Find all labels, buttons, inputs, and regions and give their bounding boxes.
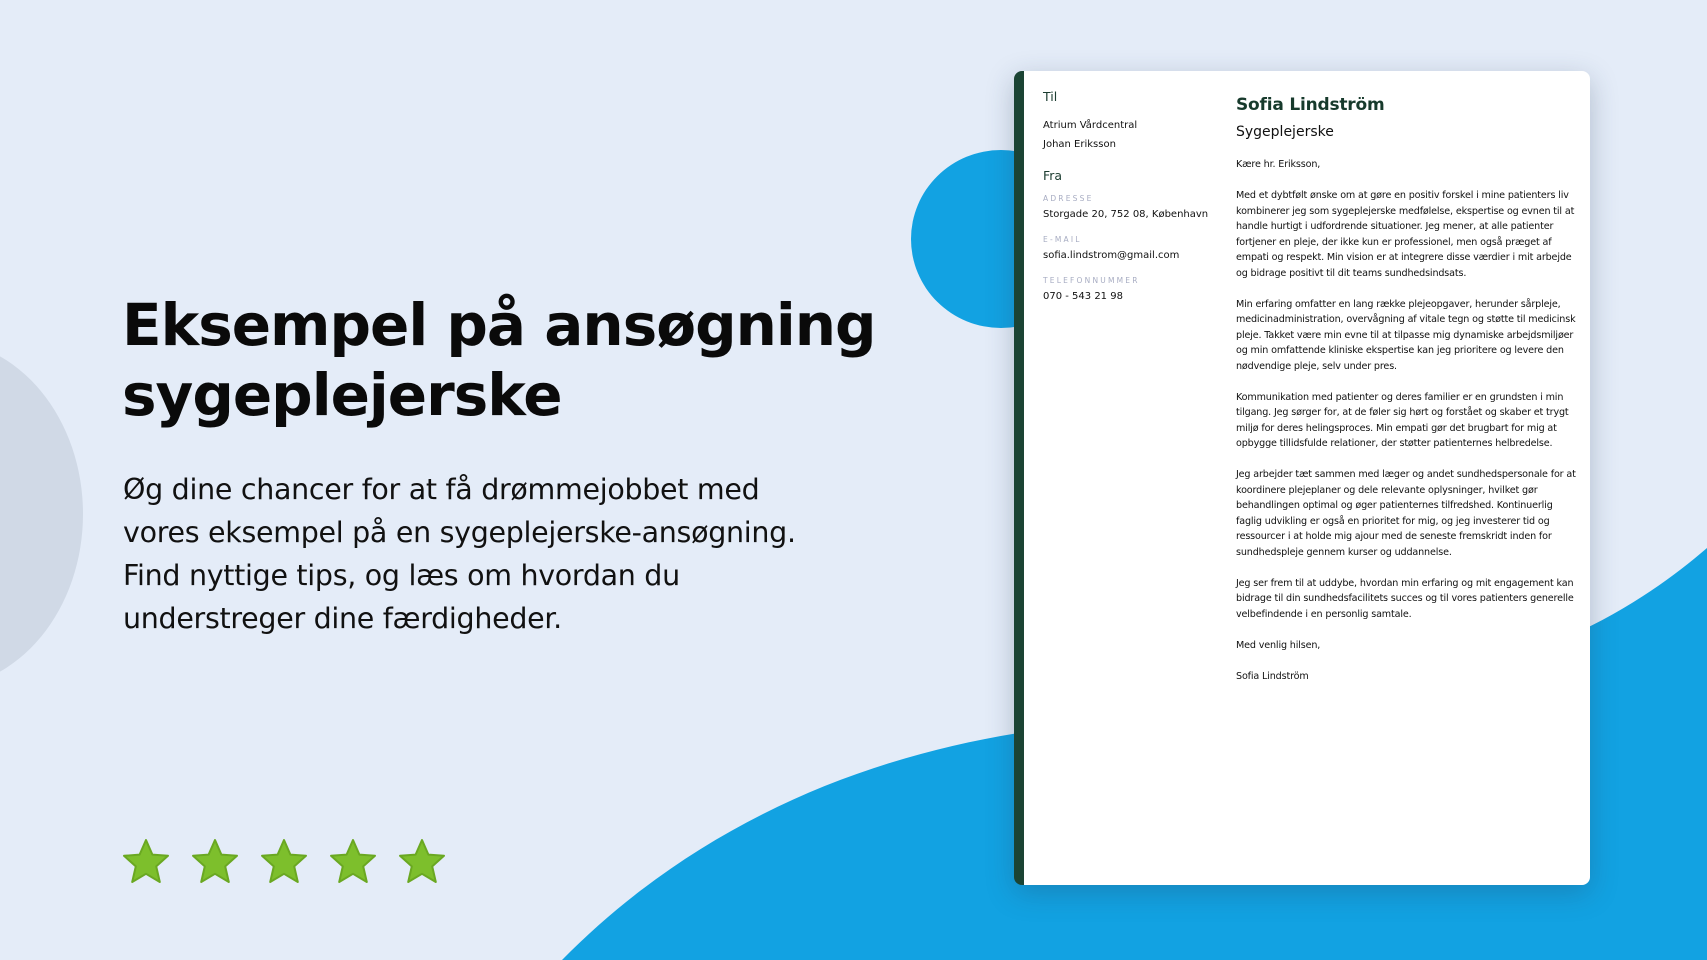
- letter-paragraph: Min erfaring omfatter en lang række plejeopgaver, herunder sårpleje, medicinadministration, overvågning af vitale tegn og støtte til medicinsk pleje. Takket være min evne til at tilpasse mig dynamiske arbejdsmiljøer og min omfattende kliniske ekspertise kan jeg prioritere og levere den nødvendige pleje, selv under pres.: [1236, 298, 1576, 372]
- contact-sidebar: [1043, 89, 1223, 306]
- salutation: Kære hr. Eriksson,: [1236, 159, 1321, 170]
- star-rating: [120, 836, 448, 888]
- address-label: ADRESSE: [1043, 194, 1094, 203]
- letter-body: [1236, 93, 1576, 700]
- star-icon: [120, 836, 172, 888]
- star-icon: [396, 836, 448, 888]
- signature: Sofia Lindström: [1236, 670, 1309, 682]
- letter-paragraph: Med et dybtfølt ønske om at gøre en positiv forskel i mine patienters liv kombinerer jeg som sygeplejerske medfølelse, ekspertise og evnen til at handle hurtigt i udfordrende situationer. Jeg mener, at alle patienter fortjener en pleje, der ikke kun er professionel, men også præget af empati og respekt. Min vision er at integrere disse værdier i mit arbejde og bidrage positivt til dit teams sundhedsindsats.: [1236, 190, 1575, 279]
- intro-line: Find nyttige tips, og læs om hvordan du: [123, 559, 680, 592]
- sender-name: Sofia Lindström: [1236, 95, 1385, 115]
- email-value: sofia.lindstrom@gmail.com: [1043, 250, 1180, 261]
- to-heading: Til: [1043, 89, 1058, 104]
- recipient-name: Johan Eriksson: [1043, 139, 1116, 150]
- intro-line: Øg dine chancer for at få drømmejobbet med: [123, 473, 760, 506]
- recipient-organization: Atrium Vårdcentral: [1043, 120, 1138, 131]
- cover-letter-preview: [1014, 71, 1590, 885]
- star-icon: [258, 836, 310, 888]
- intro-line: vores eksempel på en sygeplejerske-ansøgning.: [123, 516, 796, 549]
- intro-text: [123, 468, 843, 640]
- closing: Med venlig hilsen,: [1236, 639, 1321, 651]
- address-value: Storgade 20, 752 08, København: [1043, 209, 1209, 220]
- phone-value: 070 - 543 21 98: [1043, 291, 1123, 302]
- star-icon: [327, 836, 379, 888]
- page-title: [122, 290, 902, 430]
- letter-text: [1236, 157, 1576, 684]
- title-line-2: sygeplejerske: [122, 361, 562, 429]
- intro-line: understreger dine færdigheder.: [123, 602, 562, 635]
- letter-paragraph: Jeg arbejder tæt sammen med læger og andet sundhedspersonale for at koordinere plejeplaner og dele relevante oplysninger, hvilket gør behandlingen optimal og øger patienternes tilfredshed. Kontinuerlig faglig udvikling er også en prioritet for mig, og jeg investerer tid og ressourcer i at holde mig ajour med de seneste fremskridt inden for sundhedspleje gennem kurser og uddannelse.: [1236, 469, 1576, 558]
- letter-paragraph: Jeg ser frem til at uddybe, hvordan min erfaring og mit engagement kan bidrage til din sundhedsfacilitets succes og til vores patienters generelle velbefindende i en personlig samtale.: [1236, 577, 1574, 620]
- letter-paragraph: Kommunikation med patienter og deres familier er en grundsten i min tilgang. Jeg sørger for, at de føler sig hørt og forstået og skaber et trygt miljø for deres helingsproces. Min empati gør det brugbart for mig at opbygge tillidsfulde relationer, der støtter patienternes helbredelse.: [1236, 391, 1569, 449]
- title-line-1: Eksempel på ansøgning: [122, 291, 876, 359]
- from-heading: Fra: [1043, 168, 1063, 183]
- sender-title: Sygeplejerske: [1236, 124, 1334, 140]
- star-icon: [189, 836, 241, 888]
- phone-label: TELEFONNUMMER: [1043, 276, 1140, 285]
- email-label: E-MAIL: [1043, 235, 1082, 244]
